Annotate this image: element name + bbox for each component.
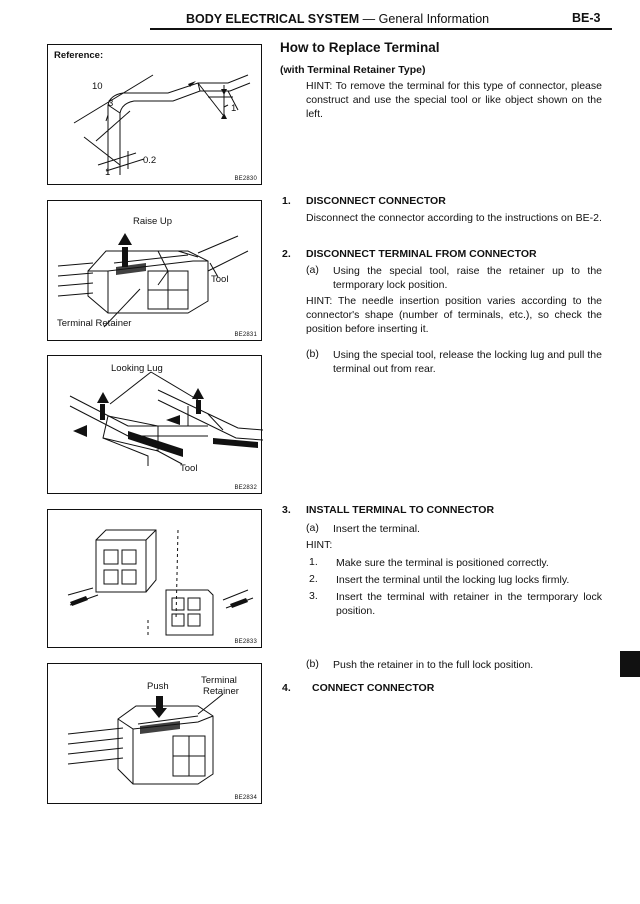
header-dash: — bbox=[362, 12, 376, 26]
figure-code: BE2830 bbox=[234, 176, 257, 182]
figure-code: BE2831 bbox=[234, 332, 257, 338]
figure-reference-tool bbox=[47, 44, 262, 185]
step-1-title: DISCONNECT CONNECTOR bbox=[306, 195, 446, 207]
insertion-drawing bbox=[48, 510, 263, 649]
step-2a-label: (a) bbox=[306, 264, 319, 276]
list-item-text: Insert the terminal with retainer in the termporary lock position. bbox=[336, 591, 602, 617]
figure-raise-retainer bbox=[47, 200, 262, 341]
step-3b-label: (b) bbox=[306, 658, 319, 670]
dim-label-3: 3 bbox=[108, 98, 114, 109]
figure-reference-title: Reference: bbox=[54, 50, 104, 61]
header-subsection: General Information bbox=[378, 12, 490, 26]
figure-push-retainer bbox=[47, 663, 262, 804]
step-3b-text: Push the retainer in to the full lock position. bbox=[333, 659, 534, 671]
figure-code: BE2834 bbox=[234, 795, 257, 801]
list-item-text: Make sure the terminal is positioned correctly. bbox=[336, 557, 549, 569]
header-rule bbox=[150, 28, 612, 30]
step-3a-text: Insert the terminal. bbox=[333, 523, 420, 535]
step-3-hint: HINT: bbox=[306, 539, 333, 551]
step-4-number: 4. bbox=[282, 682, 291, 694]
step-3-title: INSTALL TERMINAL TO CONNECTOR bbox=[306, 504, 495, 516]
step-4-title: CONNECT CONNECTOR bbox=[312, 682, 435, 694]
section-tab-marker bbox=[620, 651, 640, 677]
figure-release-lug bbox=[47, 355, 262, 494]
terminal-drawing bbox=[48, 356, 263, 495]
label-terminal-retainer: Terminal Retainer bbox=[57, 318, 132, 329]
dim-label-0-2: 0.2 bbox=[143, 155, 157, 166]
section-title: How to Replace Terminal bbox=[280, 40, 440, 55]
label-terminal: Terminal bbox=[201, 675, 237, 686]
figure-code: BE2832 bbox=[234, 485, 257, 491]
step-2-hint: HINT: The needle insertion position varies according to the connector's shape (number of terminals, etc.), so check the position before inserting it. bbox=[306, 295, 602, 335]
section-subtitle: (with Terminal Retainer Type) bbox=[280, 64, 426, 76]
step-2a-text: Using the special tool, raise the retainer up to the termporary lock position. bbox=[333, 265, 602, 291]
dim-label-10: 10 bbox=[92, 81, 103, 92]
dim-label-1-right: 1 bbox=[231, 103, 237, 114]
label-retainer: Retainer bbox=[203, 686, 239, 697]
step-3-number: 3. bbox=[282, 504, 291, 516]
label-raise-up: Raise Up bbox=[133, 216, 173, 227]
label-push: Push bbox=[147, 681, 169, 692]
step-1-text: Disconnect the connector according to the instructions on BE-2. bbox=[306, 212, 602, 224]
step-3a-label: (a) bbox=[306, 522, 319, 534]
step-1-number: 1. bbox=[282, 195, 291, 207]
list-item-number: 1. bbox=[309, 556, 318, 568]
label-tool: Tool bbox=[180, 463, 198, 474]
label-tool: Tool bbox=[211, 274, 229, 285]
label-locking-lug: Looking Lug bbox=[111, 363, 163, 374]
step-2-number: 2. bbox=[282, 248, 291, 260]
list-item-text: Insert the terminal until the locking lug locks firmly. bbox=[336, 574, 570, 586]
list-item-number: 3. bbox=[309, 590, 318, 602]
header-section: BODY ELECTRICAL SYSTEM bbox=[186, 12, 360, 26]
header-title bbox=[186, 12, 489, 26]
page-number: BE-3 bbox=[572, 11, 601, 25]
step-2b-text: Using the special tool, release the locking lug and pull the terminal out from rear. bbox=[333, 349, 602, 375]
dim-label-1-bottom: 1 bbox=[105, 167, 111, 178]
step-2-title: DISCONNECT TERMINAL FROM CONNECTOR bbox=[306, 248, 537, 260]
hint-intro: HINT: To remove the terminal for this type of connector, please construct and use the special tool or like object shown on the left. bbox=[306, 80, 602, 120]
figure-code: BE2833 bbox=[234, 639, 257, 645]
list-item-number: 2. bbox=[309, 573, 318, 585]
step-2b-label: (b) bbox=[306, 348, 319, 360]
figure-insert-terminal bbox=[47, 509, 262, 648]
